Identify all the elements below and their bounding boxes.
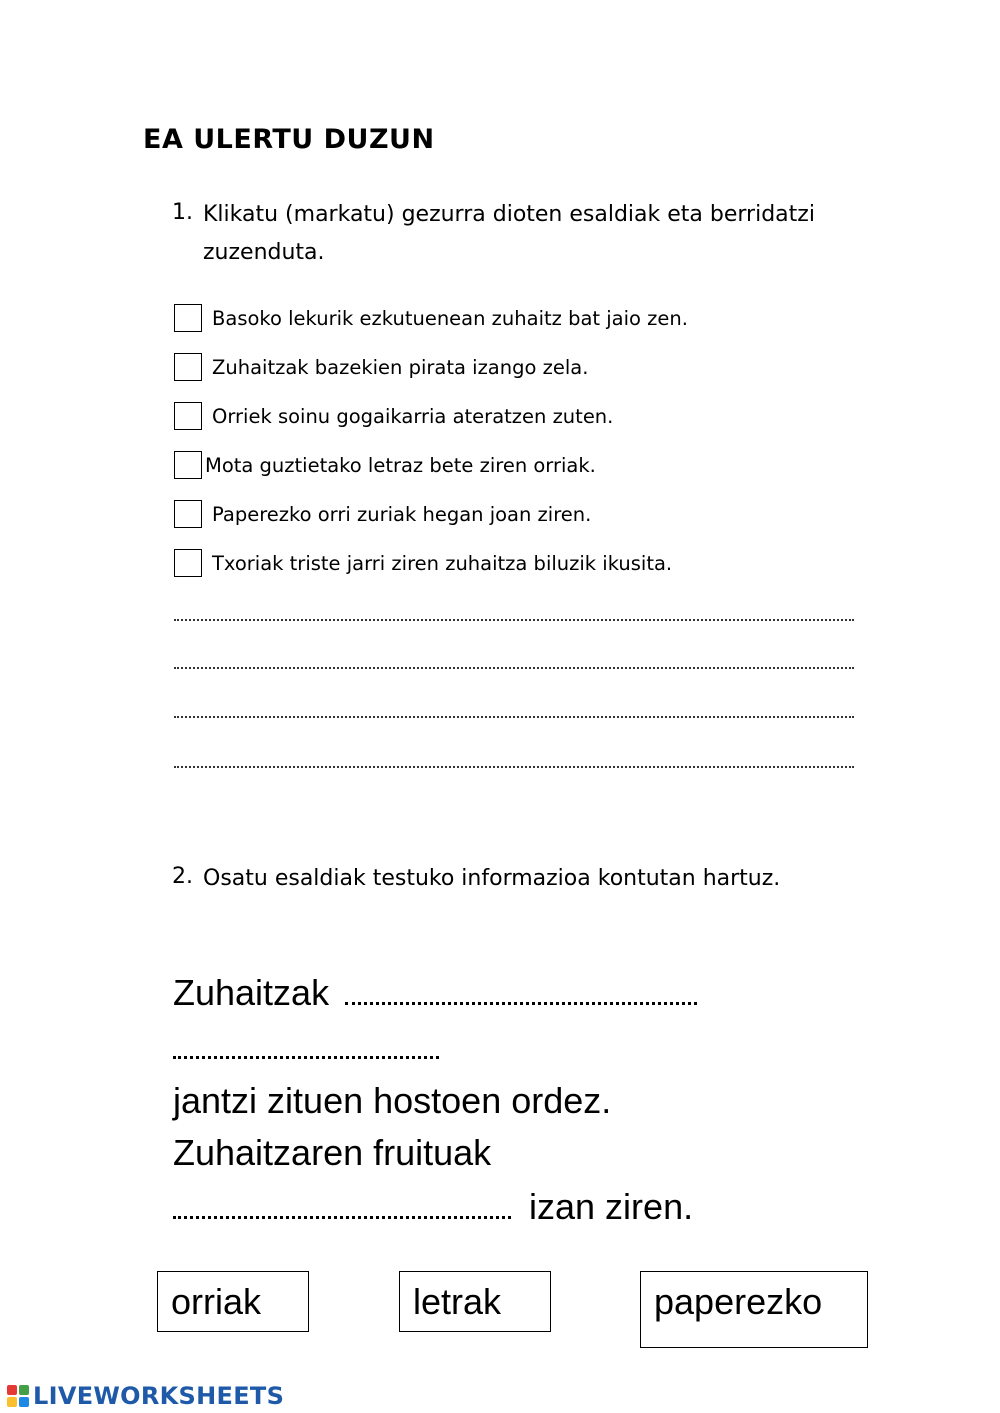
statement-checkbox-1[interactable] xyxy=(174,304,202,332)
sentence-line-1 xyxy=(173,972,697,1014)
statement-text-2: Zuhaitzak bazekien pirata izango zela. xyxy=(212,355,589,379)
statement-text-4: Mota guztietako letraz bete ziren orriak. xyxy=(205,453,596,477)
sentence-line-3: jantzi zituen hostoen ordez. xyxy=(173,1080,612,1121)
statement-row-6 xyxy=(174,548,672,578)
sentence-end-izan-ziren: izan ziren. xyxy=(529,1186,694,1227)
sentence-line-5 xyxy=(173,1186,693,1228)
statement-checkbox-3[interactable] xyxy=(174,402,202,430)
question-1-number: 1. xyxy=(172,200,193,225)
blank-input-3[interactable] xyxy=(173,1196,511,1219)
question-2-text: Osatu esaldiak testuko informazioa kontutan hartuz. xyxy=(203,866,781,891)
answer-line-4[interactable] xyxy=(174,766,854,768)
option-chip-orriak[interactable]: orriak xyxy=(157,1271,309,1332)
option-chip-paperezko[interactable]: paperezko xyxy=(640,1271,868,1348)
statement-row-5 xyxy=(174,499,591,529)
statement-text-3: Orriek soinu gogaikarria ateratzen zuten. xyxy=(212,404,614,428)
blank-input-1[interactable] xyxy=(345,982,697,1005)
statement-text-6: Txoriak triste jarri ziren zuhaitza biluzik ikusita. xyxy=(212,551,673,575)
blank-input-2[interactable] xyxy=(173,1036,439,1059)
page-title: EA ULERTU DUZUN xyxy=(143,124,435,155)
statement-text-5: Paperezko orri zuriak hegan joan ziren. xyxy=(212,502,592,526)
statement-row-1 xyxy=(174,303,688,333)
answer-line-1[interactable] xyxy=(174,619,854,621)
sentence-line-2 xyxy=(173,1026,439,1068)
answer-line-3[interactable] xyxy=(174,716,854,718)
sentence-line-4: Zuhaitzaren fruituak xyxy=(173,1132,492,1173)
statement-checkbox-6[interactable] xyxy=(174,549,202,577)
statement-row-3 xyxy=(174,401,613,431)
logo-text: LIVEWORKSHEETS xyxy=(33,1382,285,1410)
liveworksheets-logo xyxy=(7,1382,284,1410)
statement-row-4 xyxy=(174,450,596,480)
option-chip-letrak[interactable]: letrak xyxy=(399,1271,551,1332)
answer-line-2[interactable] xyxy=(174,667,854,669)
question-2-number: 2. xyxy=(172,864,193,889)
statement-text-1: Basoko lekurik ezkutuenean zuhaitz bat jaio zen. xyxy=(212,306,688,330)
statement-row-2 xyxy=(174,352,588,382)
question-1-text: Klikatu (markatu) gezurra dioten esaldiak eta berridatzi zuzenduta. xyxy=(203,202,815,265)
statement-checkbox-2[interactable] xyxy=(174,353,202,381)
sentence-start-zuhaitzak: Zuhaitzak xyxy=(173,972,330,1013)
logo-grid-icon xyxy=(7,1385,29,1407)
statement-checkbox-4[interactable] xyxy=(174,451,202,479)
statement-checkbox-5[interactable] xyxy=(174,500,202,528)
